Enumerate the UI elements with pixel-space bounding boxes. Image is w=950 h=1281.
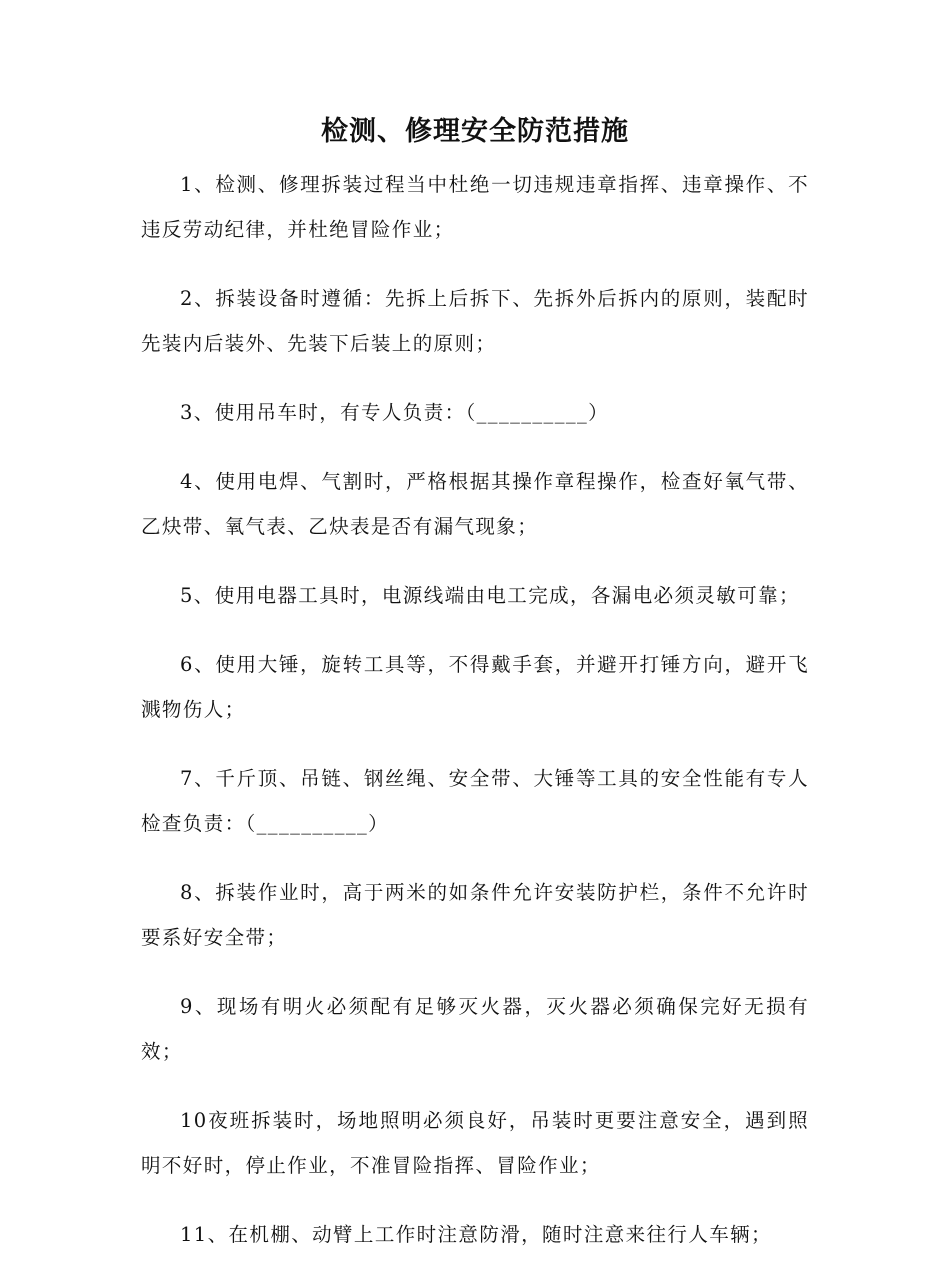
paragraph-10: 10夜班拆装时，场地照明必须良好，吊装时更要注意安全，遇到照明不好时，停止作业，不准冒险指挥、冒险作业； xyxy=(141,1109,809,1177)
document-body xyxy=(141,162,809,1281)
paragraph-7: 7、千斤顶、吊链、钢丝绳、安全带、大锤等工具的安全性能有专人检查负责：（__________） xyxy=(141,767,809,835)
document-title: 检测、修理安全防范措施 xyxy=(321,116,629,147)
paragraph-11: 11、在机棚、动臂上工作时注意防滑，随时注意来往行人车辆； xyxy=(180,1223,772,1246)
paragraph-2: 2、拆装设备时遵循：先拆上后拆下、先拆外后拆内的原则，装配时先装内后装外、先装下后装上的原则； xyxy=(141,287,809,355)
paragraph-8: 8、拆装作业时，高于两米的如条件允许安装防护栏，条件不允许时要系好安全带； xyxy=(141,881,809,949)
paragraph-1: 1、检测、修理拆装过程当中杜绝一切违规违章指挥、违章操作、不违反劳动纪律，并杜绝冒险作业； xyxy=(141,173,809,241)
paragraph-3: 3、使用吊车时，有专人负责：（__________） xyxy=(180,401,610,424)
paragraph-6: 6、使用大锤，旋转工具等，不得戴手套，并避开打锤方向，避开飞溅物伤人； xyxy=(141,653,809,721)
paragraph-5: 5、使用电器工具时，电源线端由电工完成，各漏电必须灵敏可靠； xyxy=(180,584,800,607)
paragraph-4: 4、使用电焊、气割时，严格根据其操作章程操作，检查好氧气带、乙炔带、氧气表、乙炔表是否有漏气现象； xyxy=(141,470,809,538)
paragraph-9: 9、现场有明火必须配有足够灭火器，灭火器必须确保完好无损有效； xyxy=(141,995,809,1063)
